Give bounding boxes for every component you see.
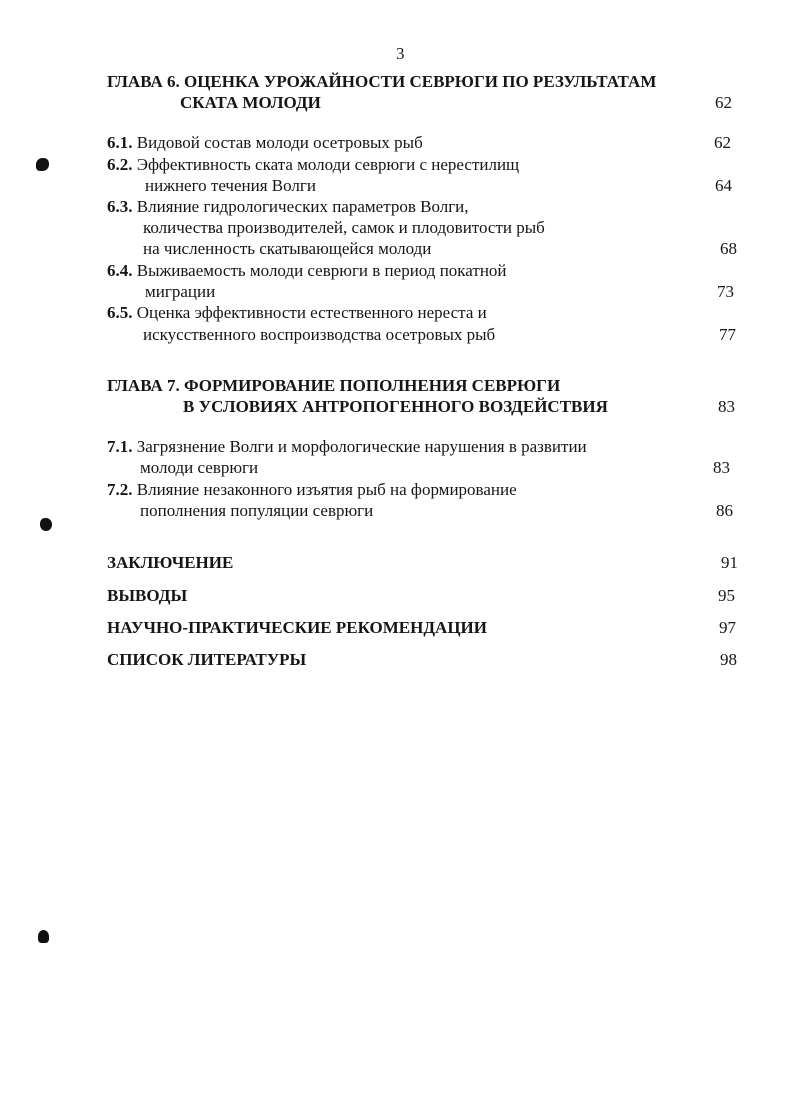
entry-text [107,480,517,500]
entry-title: СПИСОК ЛИТЕРАТУРЫ [107,650,307,669]
section-number: 7.1. [107,437,133,456]
scan-mark [36,158,49,171]
section-title: Оценка эффективности естественного нереста и [132,303,487,322]
entry-title: ЗАКЛЮЧЕНИЕ [107,553,234,572]
entry-page: 83 [713,458,730,477]
section-title: Влияние незаконного изъятия рыб на формирование [132,480,517,499]
section-title: Выживаемость молоди севрюги в период покатной [132,261,507,280]
entry-text-line2: количества производителей, самок и плодовитости рыб [143,218,545,237]
entry-page: 86 [716,501,733,520]
entry-text-line2: нижнего течения Волги [145,176,316,195]
entry-text [107,437,587,457]
entry-text [107,197,469,217]
entry-text-line2: молоди севрюги [140,458,259,477]
scan-mark [40,518,52,531]
entry-text-line2: искусственного воспроизводства осетровых рыб [143,325,496,344]
entry-page: 64 [715,176,732,195]
entry-text-line2: миграции [145,282,216,301]
entry-text [107,155,519,175]
section-number: 7.2. [107,480,133,499]
entry-text-line3: на численность скатывающейся молоди [143,239,432,258]
scan-mark [38,930,49,943]
entry-page: 68 [720,239,737,258]
entry-page: 62 [714,133,731,152]
chapter-7-title-line2: В УСЛОВИЯХ АНТРОПОГЕННОГО ВОЗДЕЙСТВИЯ [183,397,608,416]
page-number: 3 [396,44,405,63]
entry-text [107,303,487,323]
entry-text-line2: пополнения популяции севрюги [140,501,374,520]
section-title: Видовой состав молоди осетровых рыб [132,133,423,152]
section-number: 6.1. [107,133,133,152]
section-title: Влияние гидрологических параметров Волги, [132,197,469,216]
entry-page: 73 [717,282,734,301]
entry-text [107,133,423,153]
entry-page: 97 [719,618,736,637]
chapter-7-title-line1: ГЛАВА 7. ФОРМИРОВАНИЕ ПОПОЛНЕНИЯ СЕВРЮГИ [107,376,561,395]
section-title: Эффективность ската молоди севрюги с нерестилищ [132,155,520,174]
chapter-6-title-line1: ГЛАВА 6. ОЦЕНКА УРОЖАЙНОСТИ СЕВРЮГИ ПО РЕЗУЛЬТАТАМ [107,72,657,91]
entry-title: ВЫВОДЫ [107,586,188,605]
section-number: 6.4. [107,261,133,280]
chapter-7-page: 83 [718,397,735,416]
section-title: Загрязнение Волги и морфологические нарушения в развитии [132,437,587,456]
entry-page: 98 [720,650,737,669]
section-number: 6.5. [107,303,133,322]
entry-text [107,261,507,281]
section-number: 6.3. [107,197,133,216]
chapter-6-title-line2: СКАТА МОЛОДИ [180,93,321,112]
entry-page: 77 [719,325,736,344]
entry-title: НАУЧНО-ПРАКТИЧЕСКИЕ РЕКОМЕНДАЦИИ [107,618,487,637]
chapter-6-page: 62 [715,93,732,112]
entry-page: 95 [718,586,735,605]
section-number: 6.2. [107,155,133,174]
entry-page: 91 [721,553,738,572]
